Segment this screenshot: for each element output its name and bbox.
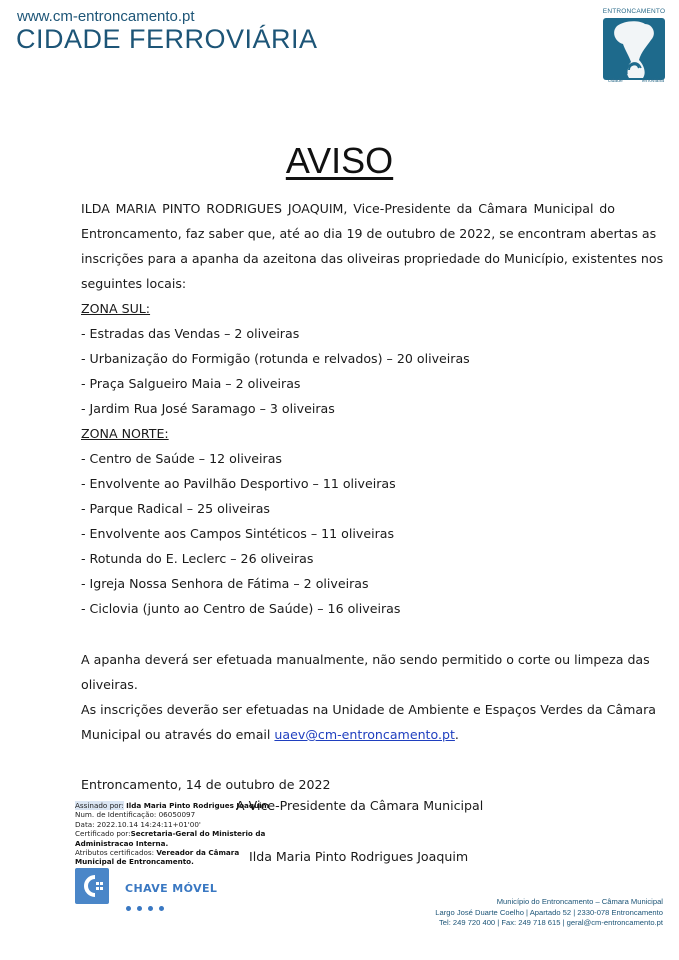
rules-line: A apanha deverá ser efetuada manualmente, não sendo permitido o corte ou limpeza das xyxy=(81,652,650,667)
sig-certified-by-value: Secretaria-Geral do Ministerio da Administracao Interna. xyxy=(75,829,266,848)
sig-id-label: Num. de Identificação: xyxy=(75,810,157,820)
location-item: - Jardim Rua José Saramago – 3 oliveiras xyxy=(81,401,335,416)
sig-signed-by-label: Assinado por: xyxy=(75,801,124,810)
email-link[interactable]: uaev@cm-entroncamento.pt xyxy=(274,727,455,742)
location-item: - Praça Salgueiro Maia – 2 oliveiras xyxy=(81,376,301,391)
logo-emblem-icon xyxy=(603,18,665,80)
intro-line: Entroncamento, faz saber que, até ao dia 19 de outubro de 2022, se encontram abertas as xyxy=(81,226,657,241)
sig-attributes xyxy=(75,848,275,867)
sig-date-label: Data: xyxy=(75,819,95,829)
rules-line: oliveiras. xyxy=(81,677,138,692)
logo-bottom-left-text: cidade xyxy=(608,78,623,84)
sig-attributes-label: Atributos certificados: xyxy=(75,848,155,858)
place-date: Entroncamento, 14 de outubro de 2022 xyxy=(81,777,331,792)
registration-line-2 xyxy=(81,722,615,747)
intro-line: inscrições para a apanha da azeitona das oliveiras propriedade do Município, existentes nos xyxy=(81,251,664,266)
signatory-name: Ilda Maria Pinto Rodrigues Joaquim xyxy=(249,849,469,864)
chave-movel-icon xyxy=(75,868,109,904)
registration-line-text: Municipal ou através do email xyxy=(81,727,275,742)
signatory-title: A Vice-Presidente da Câmara Municipal xyxy=(236,798,484,813)
chave-movel-label: CHAVE MÓVEL xyxy=(125,882,218,895)
sig-certified-by-label: Certificado por: xyxy=(75,829,131,839)
location-item: - Envolvente ao Pavilhão Desportivo – 11 oliveiras xyxy=(81,476,396,491)
chave-movel-dots-icon xyxy=(126,898,170,916)
location-item: - Envolvente aos Campos Sintéticos – 11 oliveiras xyxy=(81,526,395,541)
rules-paragraph xyxy=(81,647,650,697)
location-item: - Centro de Saúde – 12 oliveiras xyxy=(81,451,282,466)
sig-signed-by xyxy=(75,801,275,810)
sig-certified-by xyxy=(75,829,275,848)
sig-id-value: 06050097 xyxy=(158,810,196,820)
email-suffix: . xyxy=(454,727,459,742)
sig-id xyxy=(75,810,275,819)
sig-signed-by-value: Ilda Maria Pinto Rodrigues Joaquim xyxy=(126,801,270,810)
sig-date-value: 2022.10.14 14:24:11+01'00' xyxy=(96,819,201,829)
footer-line-1: Município do Entroncamento – Câmara Municipal xyxy=(496,897,663,906)
logo-bottom-right-text: ferroviária xyxy=(641,78,664,84)
location-item: - Parque Radical – 25 oliveiras xyxy=(81,501,270,516)
sig-date xyxy=(75,820,275,829)
zone-heading-norte: ZONA NORTE: xyxy=(81,426,169,441)
notice-title: AVISO xyxy=(285,140,394,181)
footer-line-3: Tel: 249 720 400 | Fax: 249 718 615 | geral@cm-entroncamento.pt xyxy=(439,918,663,927)
zone-heading-sul: ZONA SUL: xyxy=(81,301,151,316)
registration-paragraph xyxy=(81,697,656,747)
location-item: - Estradas das Vendas – 2 oliveiras xyxy=(81,326,300,341)
intro-line: seguintes locais: xyxy=(81,276,187,291)
footer-line-2: Largo José Duarte Coelho | Apartado 52 | 2330-078 Entroncamento xyxy=(435,907,663,917)
location-item: - Ciclovia (junto ao Centro de Saúde) – 16 oliveiras xyxy=(81,601,401,616)
sig-attributes-value: Vereador da Câmara Municipal de Entroncamento. xyxy=(75,848,240,867)
intro-line: ILDA MARIA PINTO RODRIGUES JOAQUIM, Vice-Presidente da Câmara Municipal do xyxy=(81,201,615,216)
city-title: CIDADE FERROVIÁRIA xyxy=(16,24,318,54)
intro-paragraph xyxy=(81,196,664,296)
logo-top-text: ENTRONCAMENTO xyxy=(602,8,666,15)
location-item: - Igreja Nossa Senhora de Fátima – 2 oliveiras xyxy=(81,576,369,591)
location-item: - Urbanização do Formigão (rotunda e relvados) – 20 oliveiras xyxy=(81,351,470,366)
footer-address xyxy=(435,897,663,929)
registration-line: As inscrições deverão ser efetuadas na Unidade de Ambiente e Espaços Verdes da Câmara xyxy=(81,702,656,717)
municipality-logo xyxy=(600,8,668,88)
location-item: - Rotunda do E. Leclerc – 26 oliveiras xyxy=(81,551,314,566)
digital-signature-block xyxy=(75,801,275,867)
site-url: www.cm-entroncamento.pt xyxy=(17,8,195,25)
